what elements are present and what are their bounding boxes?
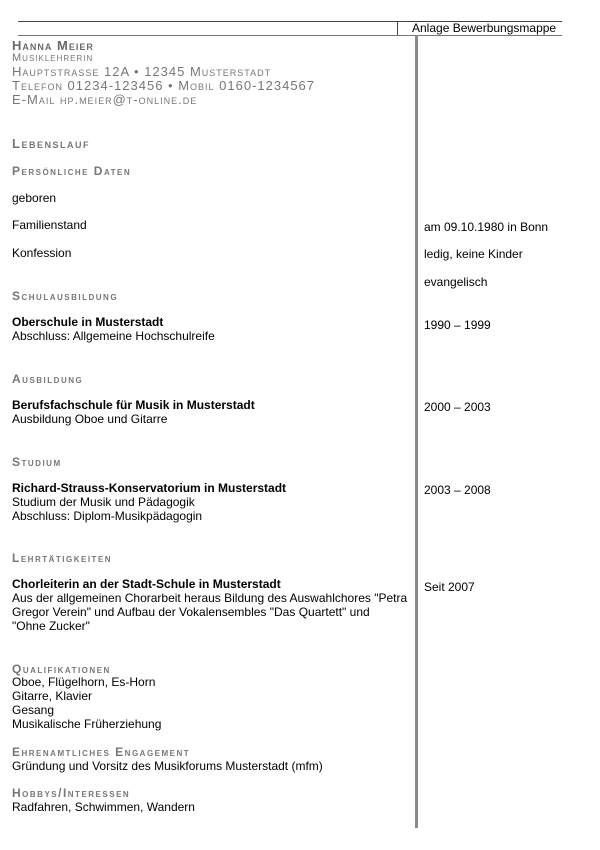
studies-detail-2: Abschluss: Diplom-Musikpädagogin <box>12 509 203 523</box>
volunteer-text: Gründung und Vorsitz des Musikforums Musterstadt (mfm) <box>12 759 323 773</box>
personal-label-religion: Konfession <box>12 246 72 260</box>
hobbies-text: Radfahren, Schwimmen, Wandern <box>12 800 195 814</box>
studies-detail-1: Studium der Musik und Pädagogik <box>12 495 195 509</box>
section-title-training: Ausbildung <box>12 372 84 386</box>
contact-email: E-Mail hp.meier@t-online.de <box>12 92 198 107</box>
contact-name: Hanna Meier <box>12 38 94 53</box>
personal-label-born: geboren <box>12 191 57 205</box>
studies-entry <box>12 481 286 523</box>
studies-years: 2003 – 2008 <box>424 483 491 497</box>
school-entry <box>12 315 215 343</box>
teaching-name: Chorleiterin an der Stadt-Schule in Musterstadt <box>12 577 281 591</box>
contact-profession: Musiklehrerin <box>12 52 94 64</box>
teaching-line-2: Gregor Verein" und Aufbau der Vokalensembles "Das Quartett" und <box>12 605 370 619</box>
section-title-studies: Studium <box>12 455 62 469</box>
section-title-volunteer: Ehrenamtliches Engagement <box>12 745 191 759</box>
school-name: Oberschule in Musterstadt <box>12 315 164 329</box>
training-years: 2000 – 2003 <box>424 400 491 414</box>
teaching-years: Seit 2007 <box>424 580 475 594</box>
personal-label-status: Familienstand <box>12 218 87 232</box>
qualification-item: Gitarre, Klavier <box>12 689 93 703</box>
training-detail: Ausbildung Oboe und Gitarre <box>12 412 168 426</box>
personal-value-born: am 09.10.1980 in Bonn <box>424 220 549 234</box>
qualifications-list <box>12 675 161 731</box>
section-title-teaching: Lehrtätigkeiten <box>12 551 113 565</box>
personal-value-status: ledig, keine Kinder <box>424 247 523 261</box>
column-divider <box>415 35 418 828</box>
teaching-line-3: "Ohne Zucker" <box>12 619 90 633</box>
section-title-hobbies: Hobbys/Interessen <box>12 786 131 800</box>
section-title-personal: Persönliche Daten <box>12 164 132 178</box>
contact-address: Hauptstrasse 12A • 12345 Musterstadt <box>12 64 272 79</box>
school-detail: Abschluss: Allgemeine Hochschulreife <box>12 329 215 343</box>
qualification-item: Gesang <box>12 703 55 717</box>
qualification-item: Oboe, Flügelhorn, Es-Horn <box>12 675 156 689</box>
training-entry <box>12 398 255 426</box>
teaching-line-1: Aus der allgemeinen Chorarbeit heraus Bildung des Auswahlchores "Petra <box>12 591 408 605</box>
header-right-box <box>397 21 563 35</box>
header-rule-lower <box>18 35 562 36</box>
contact-phone: Telefon 01234-123456 • Mobil 0160-1234567 <box>12 78 316 93</box>
cv-title: Lebenslauf <box>12 136 90 151</box>
qualification-item: Musikalische Früherziehung <box>12 717 162 731</box>
section-title-qualifications: Qualifikationen <box>12 662 111 676</box>
teaching-entry <box>12 577 407 633</box>
school-years: 1990 – 1999 <box>424 318 491 332</box>
training-name: Berufsfachschule für Musik in Musterstadt <box>12 398 255 412</box>
personal-value-religion: evangelisch <box>424 275 488 289</box>
section-title-school: Schulausbildung <box>12 289 119 303</box>
studies-name: Richard-Strauss-Konservatorium in Musterstadt <box>12 481 287 495</box>
header-right-label: Anlage Bewerbungsmappe <box>412 21 557 35</box>
